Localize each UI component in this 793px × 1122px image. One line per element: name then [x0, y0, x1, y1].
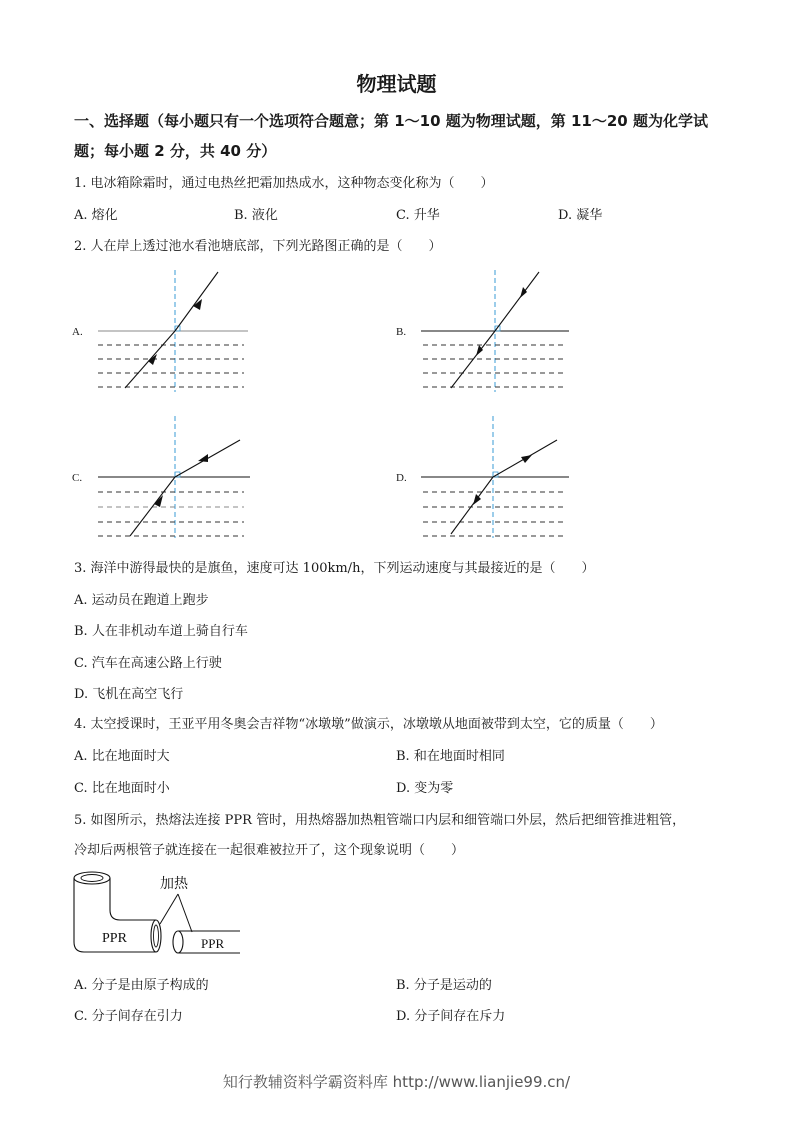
question-3-option-a: A. 运动员在跑道上跑步	[74, 593, 209, 608]
question-1-stem: 1. 电冰箱除霜时，通过电热丝把霜加热成水，这种物态变化称为（ ）	[74, 176, 494, 191]
figure-c-label: C.	[72, 472, 83, 484]
question-1-option-c: C. 升华	[396, 208, 440, 223]
section-heading-line1: 一、选择题（每小题只有一个选项符合题意；第 1～10 题为物理试题，第 11～20 题为化学试	[74, 112, 708, 130]
question-1-option-b: B. 液化	[234, 208, 278, 223]
optics-diagram-b	[415, 270, 575, 392]
ppr-label-elbow: PPR	[102, 931, 127, 946]
optics-diagram-a	[90, 270, 260, 392]
figure-d-label: D.	[396, 472, 407, 484]
section-heading-line2: 题；每小题 2 分，共 40 分）	[74, 142, 277, 160]
footer-watermark: 知行教辅资料学霸资料库 http://www.lianjie99.cn/	[222, 1073, 571, 1091]
question-4-option-a: A. 比在地面时大	[74, 749, 170, 764]
question-4-option-c: C. 比在地面时小	[74, 781, 170, 796]
figure-b-label: B.	[396, 326, 407, 338]
ppr-label-straight: PPR	[201, 936, 225, 951]
question-1-option-d: D. 凝华	[558, 208, 603, 223]
question-2-stem: 2. 人在岸上透过池水看池塘底部，下列光路图正确的是（ ）	[74, 239, 442, 254]
question-5-stem-line1: 5. 如图所示，热熔法连接 PPR 管时，用热熔器加热粗管端口内层和细管端口外层，然后把细管推进粗管，	[74, 813, 686, 828]
ppr-pipe-figure	[68, 868, 248, 960]
question-5-stem-line2: 冷却后两根管子就连接在一起很难被拉开了，这个现象说明（ ）	[74, 843, 465, 858]
figure-a-label: A.	[72, 326, 83, 338]
question-5-option-a: A. 分子是由原子构成的	[74, 978, 209, 993]
question-1-option-a: A. 熔化	[74, 208, 118, 223]
question-3-option-c: C. 汽车在高速公路上行驶	[74, 656, 222, 671]
optics-diagram-c	[90, 416, 260, 538]
question-5-option-b: B. 分子是运动的	[396, 978, 492, 993]
question-5-option-c: C. 分子间存在引力	[74, 1009, 183, 1024]
heat-label: 加热	[160, 876, 188, 892]
question-4-option-d: D. 变为零	[396, 781, 454, 796]
optics-diagram-d	[415, 416, 575, 538]
question-4-option-b: B. 和在地面时相同	[396, 749, 505, 764]
question-3-option-d: D. 飞机在高空飞行	[74, 687, 184, 702]
question-3-option-b: B. 人在非机动车道上骑自行车	[74, 624, 248, 639]
question-5-option-d: D. 分子间存在斥力	[396, 1009, 506, 1024]
question-4-stem: 4. 太空授课时，王亚平用冬奥会吉祥物“冰墩墩”做演示，冰墩墩从地面被带到太空，它的质量（ ）	[74, 717, 663, 732]
page-title: 物理试题	[356, 72, 437, 96]
question-3-stem: 3. 海洋中游得最快的是旗鱼，速度可达 100km/h，下列运动速度与其最接近的是（ ）	[74, 561, 595, 576]
